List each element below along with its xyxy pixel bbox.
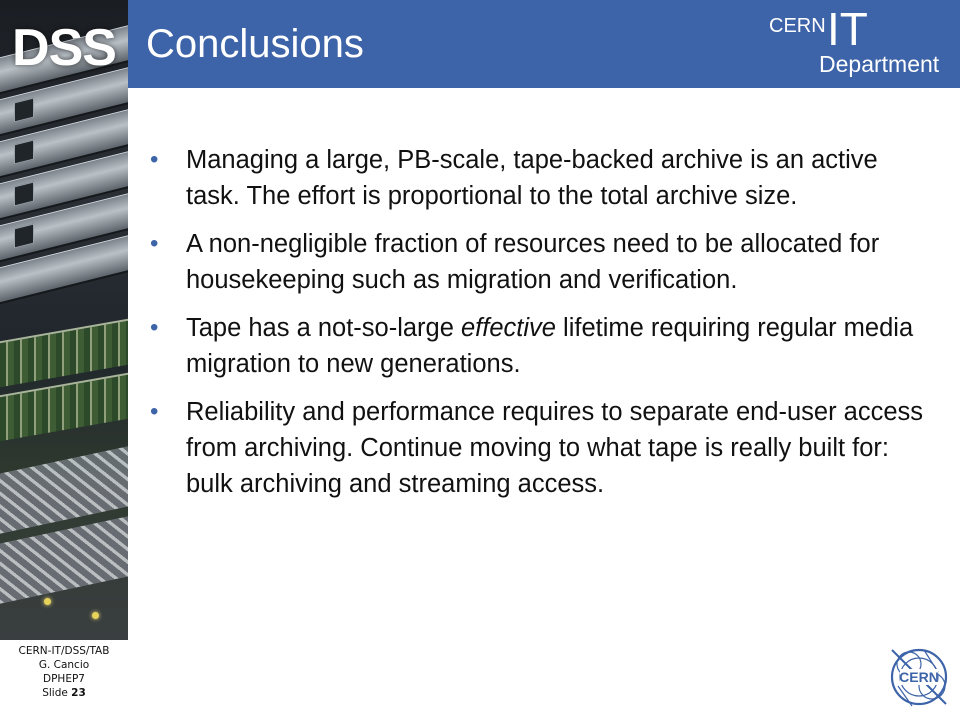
bullet-icon: • xyxy=(150,314,159,341)
cern-it-department-logo xyxy=(769,3,954,80)
slide-footer xyxy=(0,644,128,700)
bullet-text: A non-negligible fraction of resources need to be allocated for housekeeping such as migration and verification. xyxy=(186,230,880,294)
bullet-text-before: Tape has a not-so-large xyxy=(186,314,461,342)
bullet-icon: • xyxy=(150,146,159,173)
server-rack-photo xyxy=(0,0,128,640)
footer-event: DPHEP7 xyxy=(43,673,85,685)
bullet-text: Reliability and performance requires to separate end-user access from archiving. Continue moving to what tape is really built for: bulk archiving and streaming access. xyxy=(186,398,924,498)
bullet-icon: • xyxy=(150,230,159,257)
bullet-text-after: lifetime requiring regular media migration to new generations. xyxy=(186,314,914,378)
logo-subtitle: Department xyxy=(819,51,940,77)
bullet-list xyxy=(146,142,926,502)
bullet-item xyxy=(146,310,926,382)
title-bar xyxy=(128,0,960,88)
slide-label: Slide xyxy=(42,687,72,699)
logo-unit: IT xyxy=(827,3,868,55)
section-label: DSS xyxy=(12,19,116,77)
slide-number: 23 xyxy=(71,687,86,699)
bullet-text-emphasis: effective xyxy=(461,314,556,342)
bullet-text: Managing a large, PB-scale, tape-backed archive is an active task. The effort is proportional to the total archive size. xyxy=(186,146,878,210)
bullet-item xyxy=(146,226,926,298)
footer-group: CERN-IT/DSS/TAB xyxy=(18,645,110,657)
cern-logo-icon xyxy=(884,642,954,712)
footer-slide-number xyxy=(0,686,128,700)
slide-body xyxy=(146,142,926,514)
logo-org: CERN xyxy=(769,15,826,37)
cern-logo-text: CERN xyxy=(899,669,939,685)
footer-author: G. Cancio xyxy=(38,659,90,671)
bullet-item xyxy=(146,394,926,502)
bullet-item xyxy=(146,142,926,214)
slide-title: Conclusions xyxy=(146,22,364,66)
bullet-icon: • xyxy=(150,398,159,425)
